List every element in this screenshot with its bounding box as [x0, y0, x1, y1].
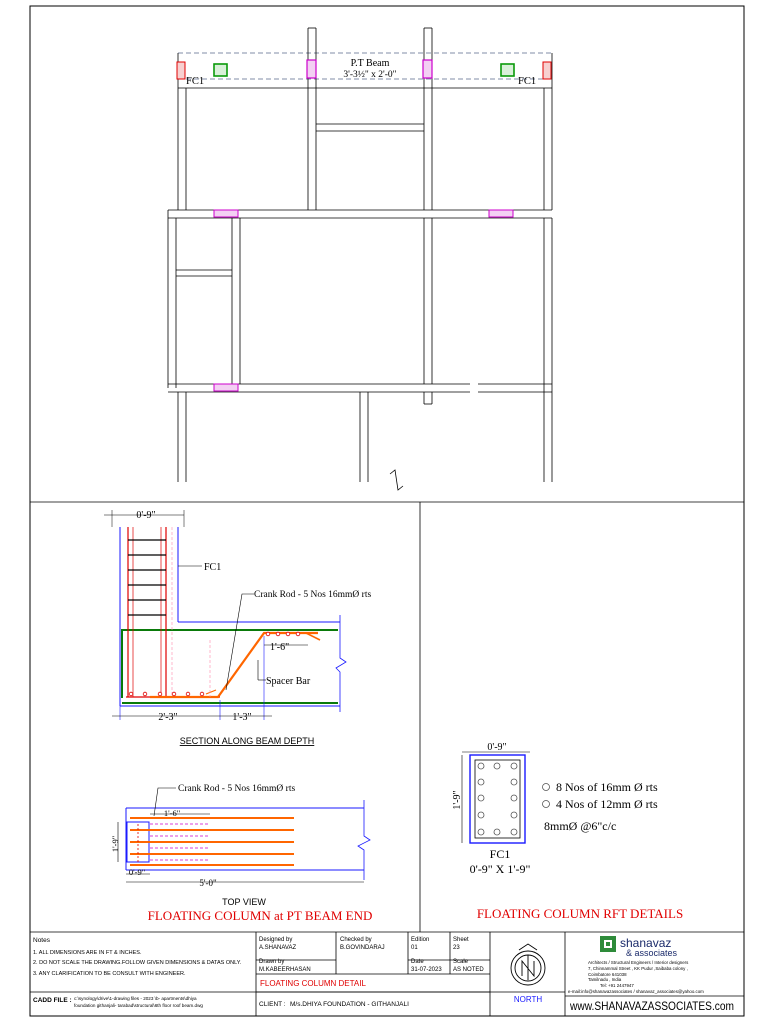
- client-label: CLIENT :: [259, 1001, 286, 1008]
- fc1-left-label: FC1: [186, 76, 205, 87]
- date-label: Date: [411, 959, 424, 965]
- designed-by-label: Designed by: [259, 937, 293, 943]
- beam-elevation: [168, 28, 552, 490]
- date: 31-07-2023: [411, 967, 442, 973]
- designed-by: A.SHANAVAZ: [259, 945, 297, 951]
- top-view-crank-rod-label: Crank Rod - 5 Nos 16mmØ rts: [178, 784, 296, 794]
- drawn-by-label: Drawn by: [259, 959, 285, 965]
- top-view-title: TOP VIEW: [222, 897, 266, 907]
- left-panel-title: FLOATING COLUMN at PT BEAM END: [147, 908, 373, 923]
- note-1: 1. ALL DIMENSIONS ARE IN FT & INCHES.: [33, 950, 142, 956]
- note-3: 3. ANY CLARIFICATION TO BE CONSULT WITH ENGINEER.: [33, 971, 186, 977]
- rft-column-size: 0'-9" X 1'-9": [469, 862, 531, 876]
- section-dim-0-9: 0'-9": [136, 510, 156, 521]
- company-website[interactable]: www.SHANAVAZASSOCIATES.com: [569, 999, 734, 1013]
- legend-12mm-icon: [543, 801, 550, 808]
- rft-height-dim: 1'-9": [452, 790, 463, 810]
- cad-file-label: CADD FILE :: [33, 997, 72, 1004]
- rft-legend-12mm: 4 Nos of 12mm Ø rts: [556, 797, 658, 811]
- spacer-bar-label: Spacer Bar: [266, 676, 311, 687]
- company-name-2: & associates: [626, 948, 678, 958]
- edition: 01: [411, 945, 418, 951]
- drawn-by: M.KABEERHASAN: [259, 967, 311, 973]
- section-fc1-label: FC1: [204, 562, 222, 573]
- section-along-beam-depth: [104, 510, 346, 720]
- rft-width-dim: 0'-9": [487, 742, 507, 753]
- scale-label: Scale: [453, 959, 469, 965]
- rft-stirrup: 8mmØ @6"c/c: [544, 819, 617, 833]
- client: M/s.DHIYA FOUNDATION - GITHANJALI: [290, 1001, 409, 1008]
- company-logo-icon: [600, 936, 616, 952]
- fc1-right-label: FC1: [518, 76, 537, 87]
- north-label: NORTH: [513, 995, 543, 1004]
- top-view-dim-1-6: 1'-6": [163, 808, 181, 818]
- notes-heading: Notes: [33, 937, 50, 944]
- company-tagline: Architects / Structural Engineers / Interior designers: [588, 960, 689, 965]
- rft-column-name: FC1: [489, 847, 511, 861]
- north-arrow-icon: [511, 944, 545, 985]
- column-rft-bars: [478, 763, 517, 835]
- checked-by: B.GOVINDARAJ: [340, 945, 385, 951]
- company-tel: Tel: +91 2447947: [600, 983, 634, 988]
- section-crank-rod-label: Crank Rod - 5 Nos 16mmØ rts: [254, 590, 372, 600]
- legend-16mm-icon: [543, 784, 550, 791]
- elevation-markers: [177, 60, 551, 391]
- top-view-dim-0-9: 0'-9": [128, 867, 146, 877]
- note-2: 2. DO NOT SCALE THE DRAWING.FOLLOW GIVEN DIMENSIONS & DATAS ONLY.: [33, 960, 242, 966]
- top-view-drawing: [118, 788, 370, 882]
- section-title: SECTION ALONG BEAM DEPTH: [179, 736, 315, 746]
- company-name-1: shanavaz: [620, 936, 672, 950]
- cad-file-path-2: foundation githanjali- tarabad\structural\6th floor roof beam.dwg: [74, 1003, 203, 1008]
- cad-file-path-1: c:\synology\drive\1-drawing files - 2023 \b- apartments\dhiya: [74, 996, 197, 1001]
- edition-label: Edition: [411, 937, 430, 943]
- rft-legend-16mm: 8 Nos of 16mm Ø rts: [556, 780, 658, 794]
- checked-by-label: Checked by: [340, 937, 372, 943]
- pt-beam-size: 3'-3½" x 2'-0": [343, 70, 397, 80]
- company-email: e-mail:info@shanavazassociates / shanavaz_associates@yahoo.com: [568, 989, 704, 994]
- address-line-3: Tamilnadu , India: [588, 977, 622, 982]
- pt-beam-label: P.T Beam: [350, 58, 390, 69]
- section-dim-1-6: 1'-6": [270, 642, 290, 653]
- top-view-dim-5-0: 5'-0": [199, 878, 217, 888]
- drawing-title: FLOATING COLUMN DETAIL: [260, 979, 366, 988]
- top-view-dim-1-9: 1'-9": [110, 835, 120, 853]
- section-dim-1-3: 1'-3": [232, 712, 252, 723]
- section-dim-2-3: 2'-3": [158, 712, 178, 723]
- address-line-2: Coimbatore 641038: [588, 972, 627, 977]
- sheet-number: 23: [453, 945, 460, 951]
- sheet-label: Sheet: [453, 937, 469, 943]
- scale: AS NOTED: [453, 967, 484, 973]
- rft-panel-title: FLOATING COLUMN RFT DETAILS: [476, 906, 684, 921]
- address-line-1: 7, Chinnammal Street , KK Pudur ,Saibaba colony ,: [588, 966, 688, 971]
